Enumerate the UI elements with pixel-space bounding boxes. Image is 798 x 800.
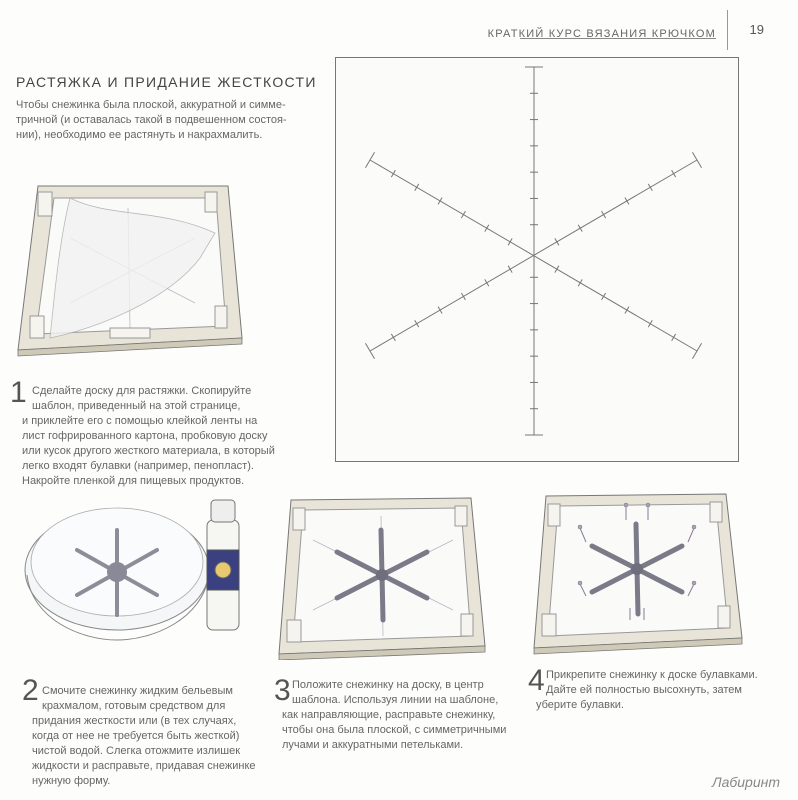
step-line: шаблона. Используя линии на шаблоне,: [292, 694, 499, 706]
step-line: придания жесткости или (в тех случаях,: [32, 715, 237, 727]
template-tick: [602, 211, 606, 218]
step-number-4: 4: [528, 664, 545, 697]
template-tick: [461, 211, 465, 218]
template-tick: [578, 225, 582, 232]
step-line: шаблон, приведенный на этой странице,: [32, 400, 241, 412]
template-tick: [648, 184, 652, 191]
template-tick: [672, 334, 676, 341]
template-tick: [692, 152, 701, 168]
template-tick: [555, 266, 559, 273]
watermark: Лабиринт: [712, 774, 780, 790]
template-tick: [415, 320, 419, 327]
template-tick: [508, 238, 512, 245]
template-tick: [555, 238, 559, 245]
step-line: Смочите снежинку жидким бельевым: [42, 685, 233, 697]
step-line: Дайте ей полностью высохнуть, затем: [546, 684, 742, 696]
template-tick: [648, 320, 652, 327]
template-tick: [625, 307, 629, 314]
step-text-1: [22, 384, 312, 489]
header-rule: [520, 38, 716, 39]
intro-text: [16, 98, 298, 143]
step-line: или кусок другого жесткого материала, в который: [22, 445, 275, 457]
step-line: уберите булавки.: [536, 699, 624, 711]
template-tick: [485, 225, 489, 232]
template-tick: [391, 170, 395, 177]
step-text-3: [282, 678, 522, 753]
step-line: лист гофрированного картона, пробковую доску: [22, 430, 268, 442]
step-text-4: [536, 668, 786, 713]
step-line: и приклейте его с помощью клейкой ленты на: [22, 415, 258, 427]
step-line: Накройте пленкой для пищевых продуктов.: [22, 475, 245, 487]
template-tick: [508, 266, 512, 273]
template-tick: [672, 170, 676, 177]
intro-line: тричной (и оставалась такой в подвешенном состоя-: [16, 114, 287, 126]
step-line: нужную форму.: [32, 775, 111, 787]
intro-line: Чтобы снежинка была плоской, аккуратной и симме-: [16, 99, 286, 111]
template-tick: [365, 343, 374, 359]
board-with-film-illustration: [10, 178, 250, 368]
step-line: жидкости и расправьте, придавая снежинке: [32, 760, 256, 772]
step-line: крахмалом, готовым средством для: [42, 700, 226, 712]
template-tick: [415, 184, 419, 191]
step-number-2: 2: [22, 674, 39, 707]
step-line: чистой водой. Слегка отожмите излишек: [32, 745, 241, 757]
template-tick: [485, 279, 489, 286]
step-number-3: 3: [274, 674, 291, 707]
page-number: 19: [749, 22, 764, 37]
section-title: РАСТЯЖКА И ПРИДАНИЕ ЖЕСТКОСТИ: [16, 74, 317, 90]
pinned-snowflake-illustration: [530, 488, 750, 658]
template-tick: [625, 197, 629, 204]
step-line: Прикрепите снежинку к доске булавками.: [546, 669, 758, 681]
step-text-2: [32, 684, 272, 789]
step-line: чтобы она была плоской, с симметричными: [282, 724, 507, 736]
step-line: Положите снежинку на доску, в центр: [292, 679, 484, 691]
step-line: Сделайте доску для растяжки. Скопируйте: [32, 385, 252, 397]
template-guide-lines: [335, 57, 737, 460]
running-title: КРАТКИЙ КУРС ВЯЗАНИЯ КРЮЧКОМ: [487, 28, 716, 40]
template-tick: [365, 152, 374, 168]
template-tick: [438, 307, 442, 314]
step-line: легко входят булавки (например, пенопласт).: [22, 460, 254, 472]
template-tick: [578, 279, 582, 286]
template-tick: [602, 293, 606, 300]
step-line: как направляющие, расправьте снежинку,: [282, 709, 496, 721]
template-tick: [391, 334, 395, 341]
starch-bowl-illustration: [22, 490, 252, 660]
board-with-snowflake-illustration: [275, 490, 495, 660]
template-tick: [461, 293, 465, 300]
step-number-1: 1: [10, 376, 27, 409]
template-tick: [438, 197, 442, 204]
step-line: лучами и аккуратными петельками.: [282, 739, 464, 751]
intro-line: нии), необходимо ее растянуть и накрахмалить.: [16, 129, 263, 141]
template-tick: [692, 343, 701, 359]
step-line: когда от нее не требуется быть жесткой): [32, 730, 240, 742]
